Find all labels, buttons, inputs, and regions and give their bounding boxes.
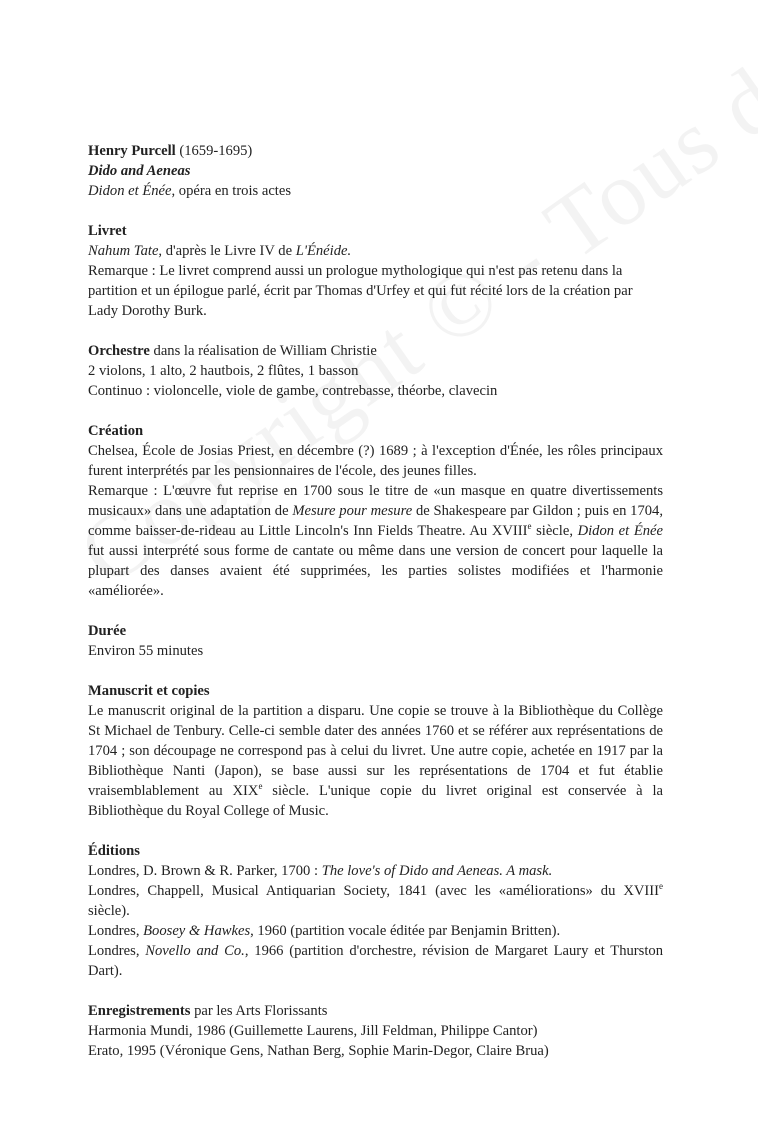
edition-item: Londres, Boosey & Hawkes, 1960 (partition vocale éditée par Benjamin Britten). xyxy=(88,923,561,939)
duree-heading: Durée xyxy=(88,623,127,639)
edition-item: Londres, D. Brown & R. Parker, 1700 : The love's of Dido and Aeneas. A mask. xyxy=(88,863,553,879)
livret-heading: Livret xyxy=(88,223,127,239)
creation-heading: Création xyxy=(88,423,144,439)
creation-para1: Chelsea, École de Josias Priest, en décembre (?) 1689 ; à l'exception d'Énée, les rôles principaux furent interprétés par les pensionnaires de l'école, des jeunes filles. xyxy=(88,443,663,479)
manuscrit-heading: Manuscrit et copies xyxy=(88,683,210,699)
work-title: Dido and Aeneas xyxy=(88,163,191,179)
recording-item: Harmonia Mundi, 1986 (Guillemette Laurens, Jill Feldman, Philippe Cantor) xyxy=(88,1023,538,1039)
section-editions xyxy=(88,841,663,981)
creation-para2: Remarque : L'œuvre fut reprise en 1700 sous le titre de «un masque en quatre divertissements musicaux» dans une adaptation de Mesure pour mesure de Shakespeare par Gildon ; puis en 1704, comme baisser-de-rideau au Little Lincoln's Inn Fields Theatre. Au XVIIIe siècle, Didon et Énée fut aussi interprété sous forme de cantate ou même dans une version de concert pour laquelle la plupart des danses avaient été supprimées, les parties solistes modifiées et l'harmonie «améliorée». xyxy=(88,483,663,599)
composer-dates: (1659-1695) xyxy=(175,143,253,159)
editions-heading: Éditions xyxy=(88,843,140,859)
orchestre-instruments: 2 violons, 1 alto, 2 hautbois, 2 flûtes, 1 basson xyxy=(88,363,359,379)
section-orchestre xyxy=(88,341,663,401)
enregistrements-heading-line: Enregistrements par les Arts Florissants xyxy=(88,1003,328,1019)
orchestre-continuo: Continuo : violoncelle, viole de gambe, contrebasse, théorbe, clavecin xyxy=(88,383,498,399)
section-duree xyxy=(88,621,663,661)
composer-line xyxy=(88,141,663,161)
work-subtitle: Didon et Énée, opéra en trois actes xyxy=(88,183,292,199)
orchestre-heading: Orchestre xyxy=(88,343,150,359)
edition-item: Londres, Chappell, Musical Antiquarian Society, 1841 (avec les «améliorations» du XVIIIe siècle). xyxy=(88,881,663,919)
manuscrit-text: Le manuscrit original de la partition a disparu. Une copie se trouve à la Bibliothèque du Collège St Michael de Tenbury. Celle-ci semble dater des années 1760 et se référer aux représentations de 1704 ; son découpage ne correspond pas à celui du livret. Une autre copie, achetée en 1917 par la Bibliothèque Nanti (Japon), se base aussi sur les représentations de 1704 et fut établie vraisemblablement au XIXe siècle. L'unique copie du livret original est conservée à la Bibliothèque du Royal College of Music. xyxy=(88,703,663,819)
section-creation xyxy=(88,421,663,601)
work-header xyxy=(88,141,663,201)
section-livret xyxy=(88,221,663,321)
composer-name: Henry Purcell xyxy=(88,143,176,159)
orchestre-heading-line: Orchestre dans la réalisation de William Christie xyxy=(88,343,377,359)
section-manuscrit xyxy=(88,681,663,821)
enregistrements-heading: Enregistrements xyxy=(88,1003,191,1019)
duree-value: Environ 55 minutes xyxy=(88,643,204,659)
edition-item: Londres, Novello and Co., 1966 (partition d'orchestre, révision de Margaret Laury et Thurston Dart). xyxy=(88,943,663,979)
document-body xyxy=(88,141,663,1081)
livret-remark: Remarque : Le livret comprend aussi un prologue mythologique qui n'est pas retenu dans la partition et un épilogue parlé, écrit par Thomas d'Urfey et qui fut récité lors de la création par Lady Dorothy Burk. xyxy=(88,263,633,319)
recording-item: Erato, 1995 (Véronique Gens, Nathan Berg, Sophie Marin-Degor, Claire Brua) xyxy=(88,1043,549,1059)
livret-author-line: Nahum Tate, d'après le Livre IV de L'Énéide. xyxy=(88,243,352,259)
section-enregistrements xyxy=(88,1001,663,1061)
